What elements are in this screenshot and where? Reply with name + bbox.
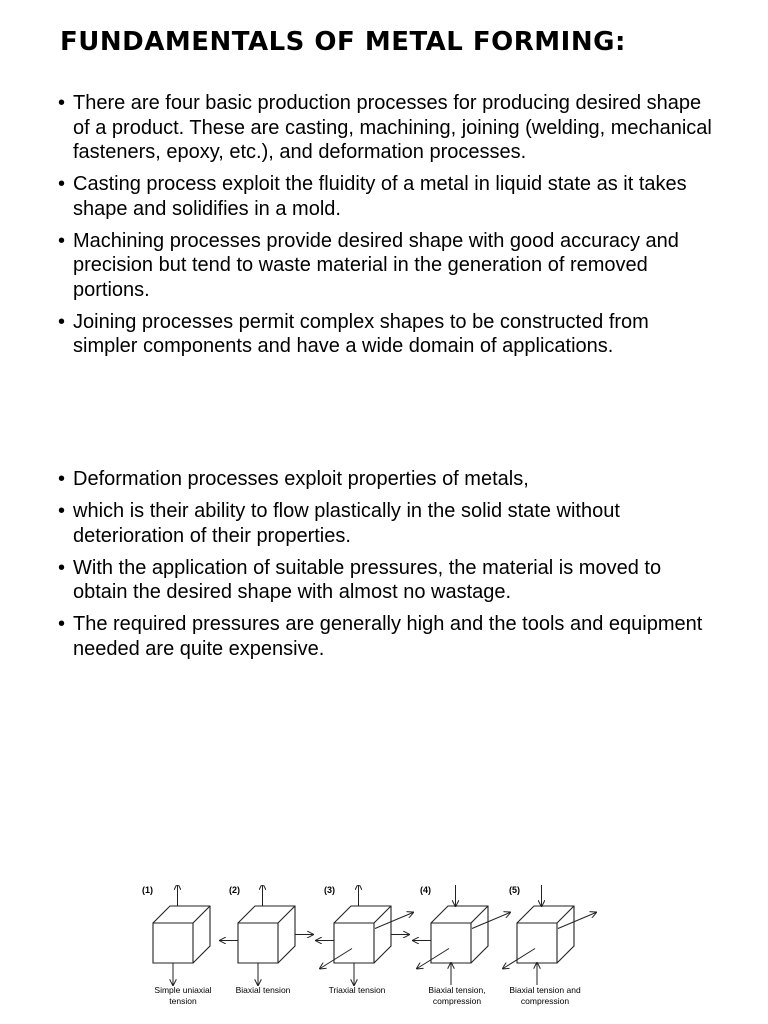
page-title: FUNDAMENTALS OF METAL FORMING: [60,27,626,57]
force-arrow [503,949,535,969]
list-item: • Joining processes permit complex shapes to be constructed from simpler components and have a wide domain of applications. [0,310,768,359]
list-item: • With the application of suitable pressures, the material is moved to obtain the desired shape with almost no wastage. [0,556,768,605]
panel-caption: Biaxial tension [235,985,291,995]
panel-caption: Biaxial tension, compression [428,985,486,1006]
cube-outline [153,906,210,963]
panel-caption: Simple uniaxial tension [154,985,212,1006]
cube-outline [238,906,295,963]
list-item: • which is their ability to flow plastically in the solid state without deterioration of their properties. [0,499,768,548]
stress-state-figure [135,885,605,1015]
bullet-list-deformation [0,467,768,669]
force-arrow [320,949,352,969]
force-arrow [375,913,413,929]
panel-number: (5) [509,885,520,895]
panel-number: (3) [324,885,335,895]
list-item: • There are four basic production processes for producing desired shape of a product. These are casting, machining, joining (welding, mechanical fasteners, epoxy, etc.), and deformation processes. [0,91,768,165]
list-item: • Machining processes provide desired shape with good accuracy and precision but tend to waste material in the generation of removed portions. [0,229,768,303]
force-arrow [417,949,449,969]
list-item: • Deformation processes exploit properties of metals, [0,467,768,492]
force-arrow [558,913,596,929]
panel-number: (4) [420,885,431,895]
panel-caption: Biaxial tension and compression [509,985,581,1006]
bullet-list-processes [0,91,768,366]
list-item: • The required pressures are generally high and the tools and equipment needed are quite expensive. [0,612,768,661]
panel-caption: Triaxial tension [328,985,386,995]
panel-number: (2) [229,885,240,895]
panel-number: (1) [142,885,153,895]
force-arrow [472,913,510,929]
list-item: • Casting process exploit the fluidity of a metal in liquid state as it takes shape and solidifies in a mold. [0,172,768,221]
